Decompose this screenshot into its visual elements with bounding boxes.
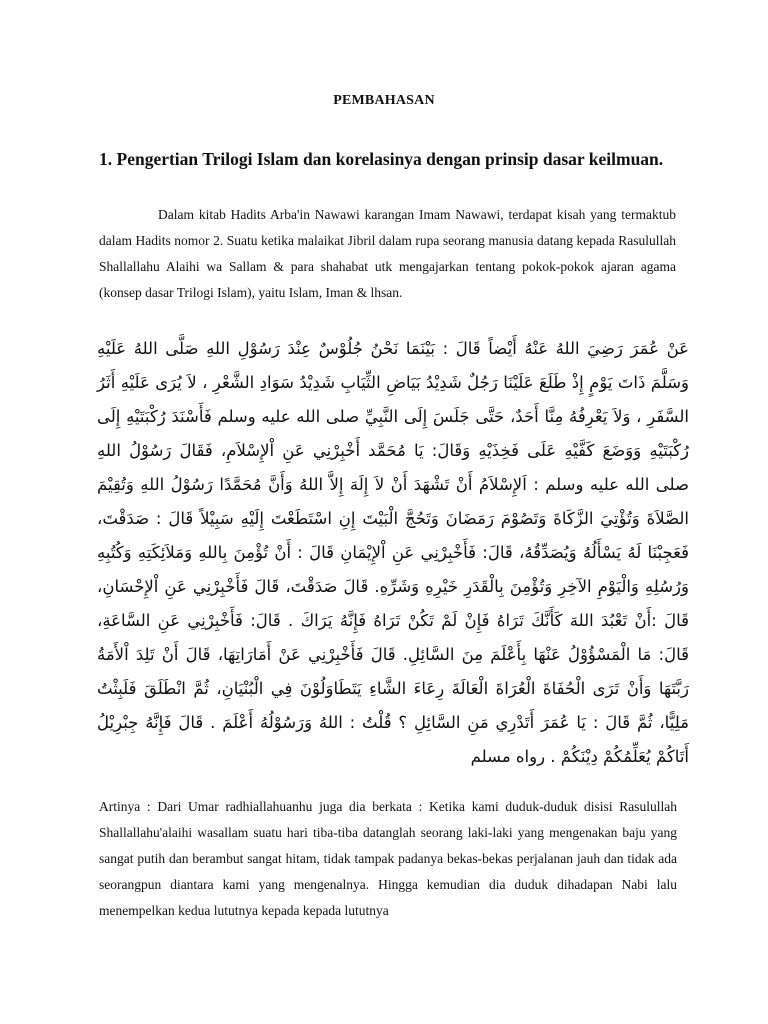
intro-paragraph: Dalam kitab Hadits Arba'in Nawawi karangan Imam Nawawi, terdapat kisah yang termaktub dalam Hadits nomor 2. Suatu ketika malaikat Jibril dalam rupa seorang manusia datang kepada Rasulullah Shallallahu Alaihi wa Sallam & para shahabat utk mengajarkan tentang pokok-pokok ajaran agama (konsep dasar Trilogi Islam), yaitu Islam, Iman & lhsan.: [99, 207, 676, 300]
page-heading: PEMBAHASAN: [333, 93, 435, 108]
translation-paragraph: Artinya : Dari Umar radhiallahuanhu juga dia berkata : Ketika kami duduk-duduk disisi Rasulullah Shallallahu'alaihi wasallam suatu hari tiba-tiba datanglah seorang laki-laki yang mengenakan baju yang sangat putih dan berambut sangat hitam, tidak tampak padanya bekas-bekas perjalanan jauh dan tidak ada seorangpun diantara kami yang mengenalnya. Hingga kemudian dia duduk dihadapan Nabi lalu menempelkan kedua lututnya kepada kepada lututnya: [99, 799, 677, 918]
arabic-hadith-text: عَنْ عُمَرَ رَضِيَ اللهُ عَنْهُ أَيْضاً قَالَ : بَيْنَمَا نَحْنُ جُلُوْسٌ عِنْدَ رَسُوْلِ اللهِ صَلَّى اللهُ عَلَيْهِ وَسَلَّمَ ذَاتَ يَوْمٍ إِذْ طَلَعَ عَلَيْنَا رَجُلٌ شَدِيْدُ بَيَاضِ الثِّيَابِ شَدِيْدُ سَوَادِ الشَّعْرِ ، لاَ يُرَى عَلَيْهِ أَثَرُ السَّفَرِ ، وَلاَ يَعْرِفُهُ مِنَّا أَحَدٌ، حَتَّى جَلَسَ إِلَى النَّبِيِّ صلى الله عليه وسلم فَأَسْنَدَ رُكْبَتَيْهِ إِلَى رُكْبَتَيْهِ وَوَضَعَ كَفَّيْهِ عَلَى فَخِذَيْهِ وَقَالَ: يَا مُحَمَّد أَخْبِرْنِي عَنِ اْلإِسْلاَمِ، فَقَالَ رَسُوْلُ اللهِ صلى الله عليه وسلم : اَلإِسْلاَمُ أَنْ تَشْهَدَ أَنْ لاَ إِلَهَ إِلاَّ اللهُ وَأَنَّ مُحَمَّدًا رَسُوْلُ اللهِ وَتُقِيْمَ الصَّلاَةَ وَتُؤْتِيَ الزَّكَاةَ وَتَصُوْمَ رَمَضَانَ وَتَحُجَّ الْبَيْتَ إِنِ اسْتَطَعْتَ إِلَيْهِ سَبِيْلاً قَالَ : صَدَقْتَ، فَعَجِبْنَا لَهُ يَسْأَلُهُ وَيُصَدِّقُهُ، قَالَ: فَأَخْبِرْنِي عَنِ اْلإِيْمَانِ قَالَ : أَنْ تُؤْمِنَ بِاللهِ وَمَلاَئِكَتِهِ وَكُتُبِهِ وَرُسُلِهِ وَالْيَوْمِ الآخِرِ وَتُؤْمِنَ بِالْقَدَرِ خَيْرِهِ وَشَرِّهِ. قَالَ صَدَقْتَ، قَالَ فَأَخْبِرْنِي عَنِ اْلإِحْسَانِ، قَالَ :أَنْ تَعْبُدَ اللهَ كَأَنَّكَ تَرَاهُ فَإِنْ لَمْ تَكُنْ تَرَاهُ فَإِنَّهُ يَرَاكَ . قَالَ: فَأَخْبِرْنِي عَنِ السَّاعَةِ، قَالَ: مَا الْمَسْؤُوْلُ عَنْهَا بِأَعْلَمَ مِنَ السَّائِلِ. قَالَ فَأَخْبِرْنِي عَنْ أَمَارَاتِهَا، قَالَ أَنْ تَلِدَ اْلأَمَةُ رَبَّتَهَا وَأَنْ تَرَى الْحُفَاةَ الْعُرَاةَ الْعَالَةَ رِعَاءَ الشَّاءِ يَتَطَاوَلُوْنَ فِي الْبُنْيَانِ، ثُمَّ انْطَلَقَ فَلَبِثْتُ مَلِيًّا، ثُمَّ قَالَ : يَا عُمَرَ أَتَدْرِي مَنِ السَّائِلِ ؟ قُلْتُ : اللهُ وَرَسُوْلُهُ أَعْلَمَ . قَالَ فَإِنَّهُ جِبْرِيْلُ أَتَاكُمْ يُعَلِّمُكُمْ دِيْنَكُمْ . رواه مسلم: [97, 339, 689, 766]
intro-section: [99, 202, 676, 306]
section-title: 1. Pengertian Trilogi Islam dan korelasinya dengan prinsip dasar keilmuan.: [99, 149, 664, 169]
arabic-hadith-block: [97, 332, 689, 774]
translation-section: [99, 794, 677, 924]
